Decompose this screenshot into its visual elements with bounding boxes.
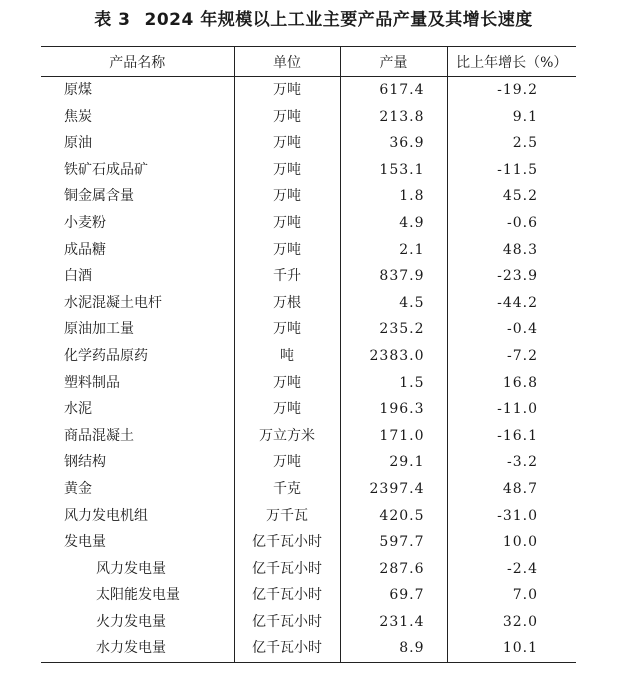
unit-cell: 亿千瓦小时 [234,529,340,556]
unit-cell: 万吨 [234,237,340,264]
output-cell: 36.9 [340,130,447,157]
growth-cell: -0.6 [447,210,576,237]
table-row [41,237,576,264]
product-name-cell: 火力发电量 [96,613,166,630]
unit-cell: 万立方米 [234,423,340,450]
growth-cell: -31.0 [447,503,576,530]
table-title [0,8,627,32]
unit-cell: 千克 [234,476,340,503]
growth-cell: 16.8 [447,370,576,397]
unit-cell: 亿千瓦小时 [234,609,340,636]
output-cell: 4.9 [340,210,447,237]
product-name-cell: 水泥混凝土电杆 [64,294,162,311]
growth-cell: 2.5 [447,130,576,157]
growth-cell: -19.2 [447,77,576,104]
product-name-cell: 发电量 [64,534,106,551]
growth-cell: -23.9 [447,263,576,290]
growth-cell: 48.7 [447,476,576,503]
product-name-cell: 水泥 [64,401,92,418]
header-product-name: 产品名称 [41,47,234,77]
table-row [41,210,576,237]
table-row [41,263,576,290]
unit-cell: 亿千瓦小时 [234,635,340,662]
output-cell: 235.2 [340,316,447,343]
output-cell: 153.1 [340,157,447,184]
product-name-cell: 太阳能发电量 [96,587,180,604]
table-row [41,582,576,609]
table-row [41,343,576,370]
table-row [41,609,576,636]
table-row [41,316,576,343]
output-cell: 171.0 [340,423,447,450]
unit-cell: 万吨 [234,157,340,184]
product-name-cell: 成品糖 [64,241,106,258]
unit-cell: 万吨 [234,449,340,476]
unit-cell: 万吨 [234,370,340,397]
growth-cell: 48.3 [447,237,576,264]
table-row [41,423,576,450]
table-row [41,556,576,583]
product-name-cell: 焦炭 [64,108,92,125]
output-cell: 4.5 [340,290,447,317]
header-growth: 比上年增长（%） [447,47,576,77]
output-cell: 2397.4 [340,476,447,503]
unit-cell: 万吨 [234,77,340,104]
table-row [41,396,576,423]
table-row [41,503,576,530]
unit-cell: 万吨 [234,396,340,423]
output-cell: 1.8 [340,183,447,210]
table-row [41,157,576,184]
unit-cell: 吨 [234,343,340,370]
product-name-cell: 原油 [64,135,92,152]
unit-cell: 万吨 [234,183,340,210]
table-row [41,290,576,317]
header-unit: 单位 [234,47,340,77]
product-name-cell: 原煤 [64,82,92,98]
product-name-cell: 原油加工量 [64,321,134,338]
product-name-cell: 塑料制品 [64,374,120,391]
output-cell: 213.8 [340,104,447,131]
growth-cell: 45.2 [447,183,576,210]
growth-cell: 10.1 [447,635,576,662]
unit-cell: 亿千瓦小时 [234,556,340,583]
product-name-cell: 黄金 [64,480,92,497]
output-cell: 231.4 [340,609,447,636]
table-number: 表 3 [94,10,131,30]
table-row [41,183,576,210]
growth-cell: -2.4 [447,556,576,583]
table-row [41,635,576,662]
product-name-cell: 水力发电量 [41,635,234,662]
unit-cell: 万吨 [234,316,340,343]
unit-cell: 万吨 [234,210,340,237]
table-row [41,130,576,157]
output-cell: 420.5 [340,503,447,530]
growth-cell: -0.4 [447,316,576,343]
table-row [41,77,576,104]
table-row [41,104,576,131]
growth-cell: -16.1 [447,423,576,450]
table-row [41,476,576,503]
output-cell: 617.4 [340,77,447,104]
unit-cell: 千升 [234,263,340,290]
unit-cell: 亿千瓦小时 [234,582,340,609]
output-cell: 29.1 [340,449,447,476]
growth-cell: -7.2 [447,343,576,370]
product-name-cell: 白酒 [64,268,92,285]
table-row [41,370,576,397]
unit-cell: 万根 [234,290,340,317]
table-title-text: 2024 年规模以上工业主要产品产量及其增长速度 [144,10,533,30]
output-cell: 196.3 [340,396,447,423]
unit-cell: 万吨 [234,104,340,131]
table-row [41,529,576,556]
growth-cell: -3.2 [447,449,576,476]
output-cell: 2383.0 [340,343,447,370]
unit-cell: 万吨 [234,130,340,157]
growth-cell: 7.0 [447,582,576,609]
growth-cell: 32.0 [447,609,576,636]
output-cell: 287.6 [340,556,447,583]
production-table [41,46,576,663]
growth-cell: -11.0 [447,396,576,423]
header-row [41,47,576,77]
growth-cell: -11.5 [447,157,576,184]
product-name-cell: 小麦粉 [64,214,106,231]
output-cell: 597.7 [340,529,447,556]
header-output: 产量 [340,47,447,77]
table-row [41,449,576,476]
product-name-cell: 化学药品原药 [64,347,148,364]
unit-cell: 万千瓦 [234,503,340,530]
output-cell: 837.9 [340,263,447,290]
output-cell: 1.5 [340,370,447,397]
output-cell: 8.9 [340,635,447,662]
growth-cell: 9.1 [447,104,576,131]
table-body [41,77,576,663]
product-name-cell: 钢结构 [64,454,106,471]
output-cell: 69.7 [340,582,447,609]
output-cell: 2.1 [340,237,447,264]
growth-cell: -44.2 [447,290,576,317]
growth-cell: 10.0 [447,529,576,556]
product-name-cell: 铁矿石成品矿 [64,161,148,178]
product-name-cell: 铜金属含量 [64,188,134,205]
product-name-cell: 商品混凝土 [64,427,134,444]
product-name-cell: 风力发电量 [96,560,166,577]
product-name-cell: 风力发电机组 [64,507,148,524]
